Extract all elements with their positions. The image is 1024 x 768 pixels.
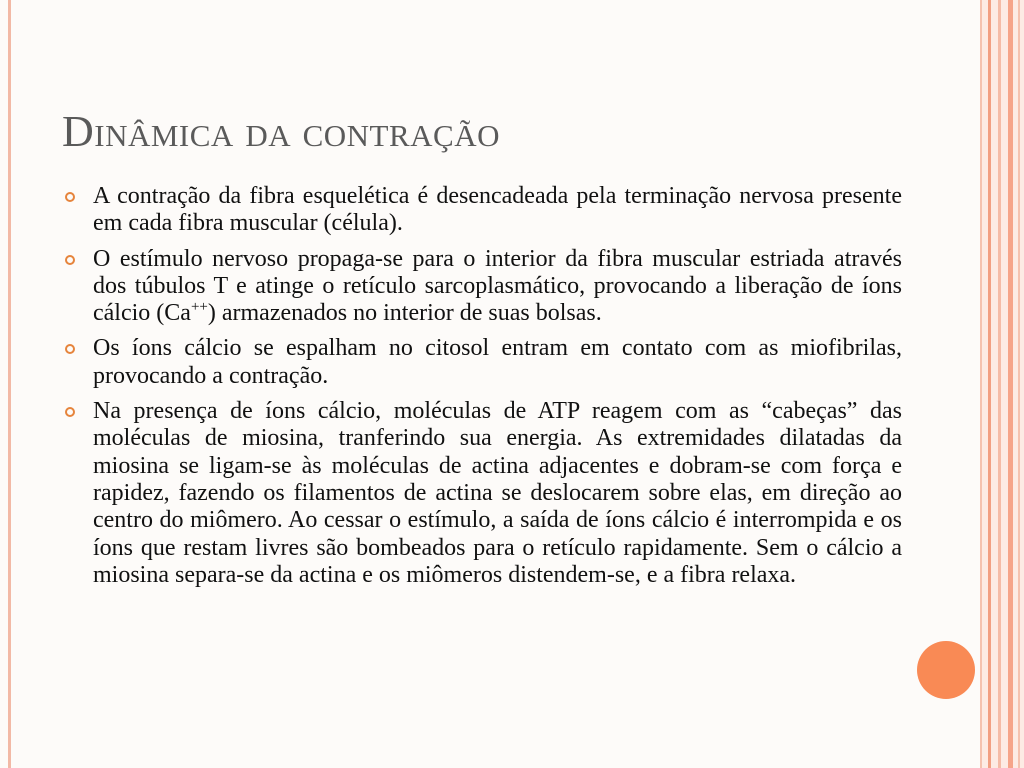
list-item [62, 398, 902, 589]
bullet-text: Na presença de íons cálcio, moléculas de ATP reagem com as “cabeças” das moléculas de miosina, tranferindo sua energia. As extremidades dilatadas da miosina se ligam-se às moléculas de actina adjacentes e dobram-se com força e rapidez, fazendo os filamentos de actina se deslocarem sobre elas, em direção ao centro do miômero. Ao cessar o estímulo, a saída de íons cálcio é interrompida e os íons que restam livres são bombeados para o retículo rapidamente. Sem o cálcio a miosina separa-se da actina e os miômeros distendem-se, e a fibra relaxa. [93, 398, 902, 588]
bullet-text: Os íons cálcio se espalham no citosol entram em contato com as miofibrilas, provocando a contração. [93, 335, 902, 389]
orange-circle-icon [917, 641, 975, 699]
bullet-text-part: ) armazenados no interior de suas bolsas. [207, 300, 602, 327]
left-border-line [8, 0, 11, 768]
bullet-text-part: O estímulo nervoso propaga-se para o interior da fibra muscular estriada através dos túbulos T e atinge o retículo sarcoplasmático, provocando a liberação de íons cálcio (Ca [93, 245, 902, 327]
stripe [988, 0, 991, 768]
slide-title: Dinâmica da contração [62, 107, 501, 156]
stripe [1008, 0, 1013, 768]
superscript: ++ [190, 299, 208, 316]
ring-bullet-icon [65, 407, 75, 417]
bullet-list [62, 183, 902, 713]
list-item [62, 246, 902, 328]
ring-bullet-icon [65, 255, 75, 265]
ring-bullet-icon [65, 344, 75, 354]
ring-bullet-icon [65, 192, 75, 202]
stripe [1018, 0, 1020, 768]
bullet-text: A contração da fibra esquelética é desencadeada pela terminação nervosa presente em cada fibra muscular (célula). [93, 183, 902, 237]
bullet-text [93, 246, 902, 328]
right-decorative-stripes [980, 0, 1024, 768]
list-item [62, 183, 902, 238]
list-item [62, 335, 902, 390]
stripe [998, 0, 1001, 768]
stripe [980, 0, 982, 768]
